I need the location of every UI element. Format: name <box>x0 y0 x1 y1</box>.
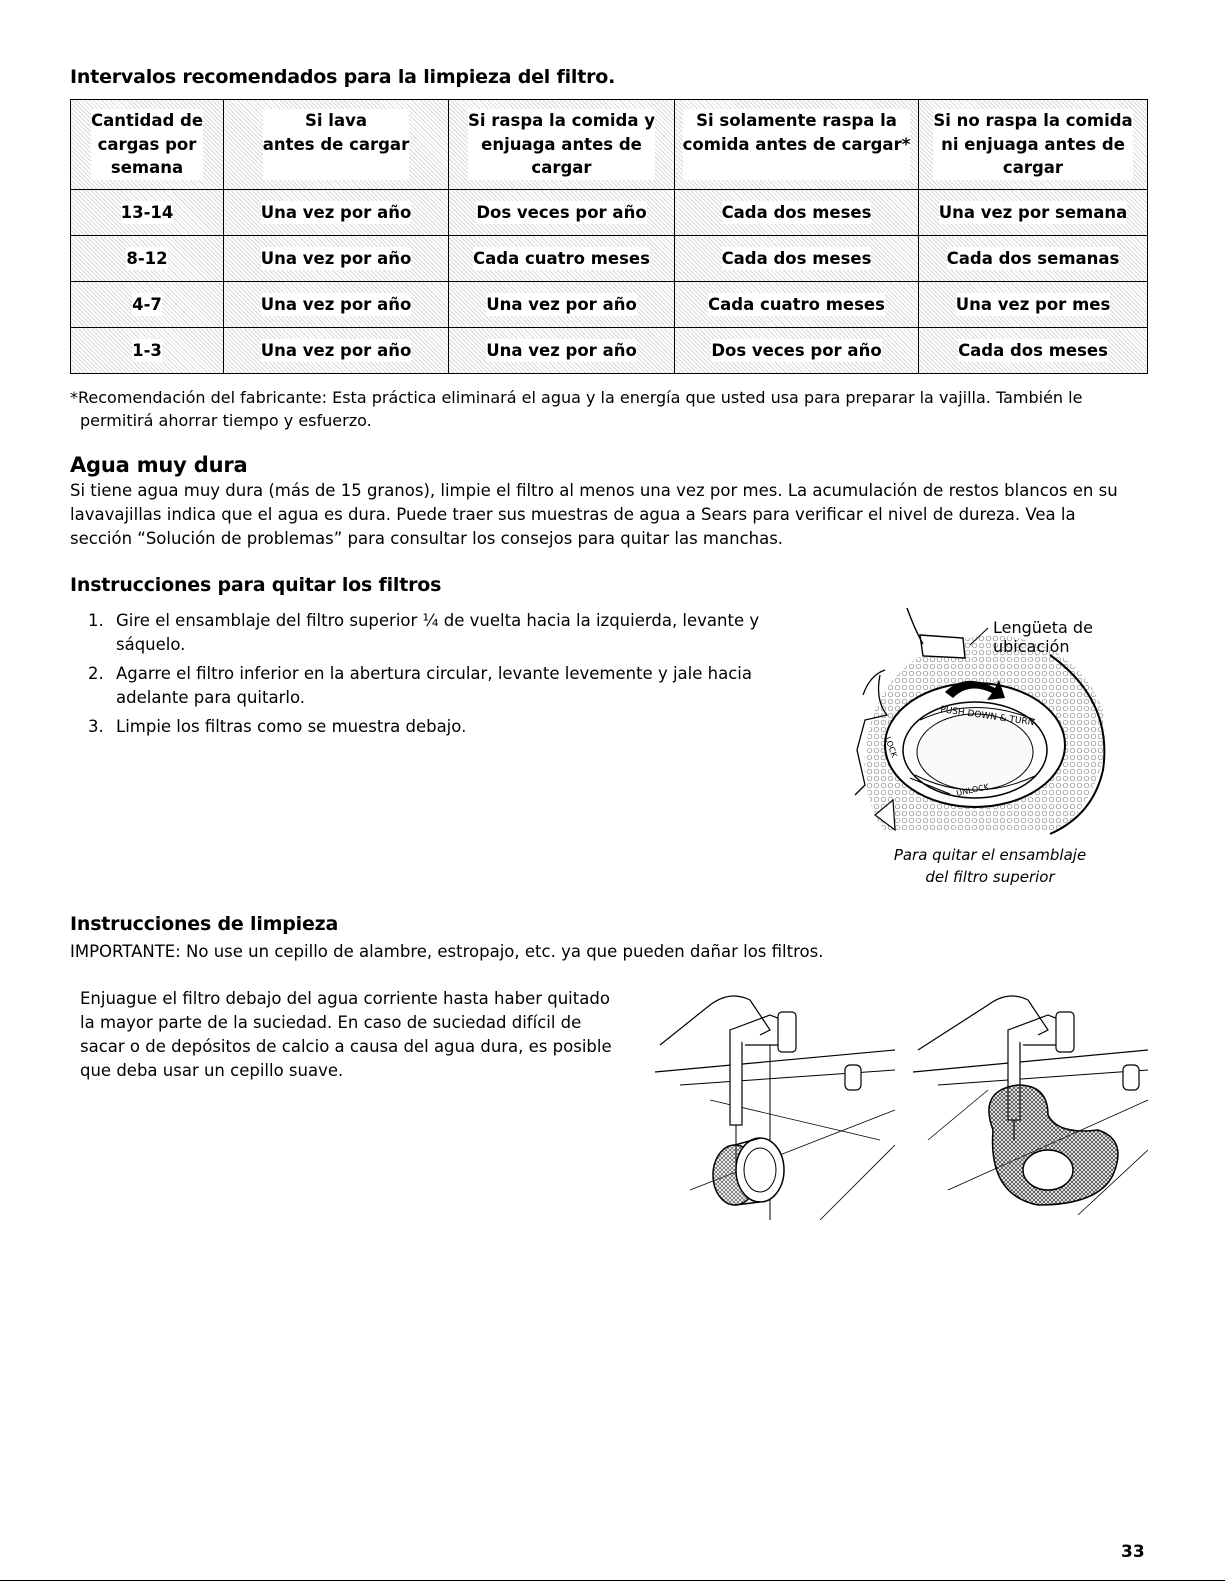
location-tab-label: Lengüeta de ubicación <box>993 618 1093 656</box>
cleaning-line: la mayor parte de la suciedad. En caso de suciedad difícil de <box>80 1013 582 1032</box>
table-cell: Cada cuatro meses <box>449 236 675 282</box>
table-cell: 1-3 <box>71 328 224 374</box>
hard-water-line: sección “Solución de problemas” para consultar los consejos para quitar las manchas. <box>70 529 784 548</box>
cleaning-line: Enjuague el filtro debajo del agua corriente hasta haber quitado <box>80 989 610 1008</box>
table-cell: 13-14 <box>71 190 224 236</box>
table-title: Intervalos recomendados para la limpieza del filtro. <box>70 66 616 88</box>
removal-title: Instrucciones para quitar los filtros <box>70 574 442 596</box>
table-header-row <box>71 100 1148 190</box>
table-cell: Una vez por año <box>224 282 449 328</box>
hard-water-line: Si tiene agua muy dura (más de 15 granos), limpie el filtro al menos una vez por mes. La acumulación de restos blancos en su <box>70 481 1118 500</box>
table-cell: Una vez por año <box>224 236 449 282</box>
header-scrape-and-rinse: Si raspa la comida y enjuaga antes de cargar <box>449 100 675 190</box>
table-cell: 4-7 <box>71 282 224 328</box>
cleaning-interval-table <box>70 99 1148 374</box>
rinse-lower-filter-illustration <box>908 990 1148 1220</box>
table-footnote-line-2: permitirá ahorrar tiempo y esfuerzo. <box>80 411 372 430</box>
cleaning-line: que deba usar un cepillo suave. <box>80 1061 344 1080</box>
header-no-scrape-no-rinse: Si no raspa la comida ni enjuaga antes de cargar <box>919 100 1148 190</box>
list-item: 1. Gire el ensamblaje del filtro superior ¼ de vuelta hacia la izquierda, levante y sáquelo. <box>88 611 760 654</box>
table-cell: Cada dos meses <box>919 328 1148 374</box>
table-cell: Cada dos semanas <box>919 236 1148 282</box>
filter-figure-caption: Para quitar el ensamblaje del filtro superior <box>893 846 1087 886</box>
table-cell: Dos veces por año <box>449 190 675 236</box>
table-cell: Una vez por año <box>449 328 675 374</box>
table-cell: Una vez por semana <box>919 190 1148 236</box>
table-row <box>71 190 1148 236</box>
page-bottom-rule <box>0 1580 1225 1581</box>
table-cell: Una vez por año <box>224 328 449 374</box>
rinse-upper-filter-illustration <box>650 990 900 1220</box>
table-row <box>71 282 1148 328</box>
table-cell: 8-12 <box>71 236 224 282</box>
cleaning-title: Instrucciones de limpieza <box>70 913 339 935</box>
hard-water-line: lavavajillas indica que el agua es dura. Puede traer sus muestras de agua a Sears para verificar el nivel de dureza. Vea la <box>70 505 1076 524</box>
table-footnote-line-1: *Recomendación del fabricante: Esta práctica eliminará el agua y la energía que usted usa para preparar la vajilla. También le <box>70 388 1083 407</box>
table-row <box>71 236 1148 282</box>
table-cell: Dos veces por año <box>675 328 919 374</box>
table-cell: Una vez por año <box>449 282 675 328</box>
table-cell: Cada dos meses <box>675 190 919 236</box>
push-down-turn-label: PUSH DOWN & TURN <box>939 705 1035 729</box>
table-row <box>71 328 1148 374</box>
cleaning-important-note: IMPORTANTE: No use un cepillo de alambre, estropajo, etc. ya que pueden dañar los filtros. <box>70 942 824 961</box>
hard-water-title: Agua muy dura <box>70 453 248 477</box>
hard-water-paragraph <box>70 479 1160 551</box>
unlock-label: UNLOCK <box>955 782 990 798</box>
list-item: 2. Agarre el filtro inferior en la abertura circular, levante levemente y jale hacia adelante para quitarlo. <box>88 664 752 707</box>
table-cell: Cada cuatro meses <box>675 282 919 328</box>
lock-label: LOCK <box>883 735 899 759</box>
table-cell: Cada dos meses <box>675 236 919 282</box>
table-cell: Una vez por año <box>224 190 449 236</box>
removal-steps <box>70 609 830 744</box>
header-wash-before: Si lava antes de cargar <box>224 100 449 190</box>
table-cell: Una vez por mes <box>919 282 1148 328</box>
header-scrape-only: Si solamente raspa la comida antes de cargar* <box>675 100 919 190</box>
list-item: 3. Limpie los filtras como se muestra debajo. <box>88 717 467 736</box>
header-loads-per-week: Cantidad de cargas por semana <box>71 100 224 190</box>
cleaning-line: sacar o de depósitos de calcio a causa del agua dura, es posible <box>80 1037 612 1056</box>
page-number: 33 <box>1121 1542 1145 1562</box>
cleaning-paragraph <box>80 987 640 1083</box>
